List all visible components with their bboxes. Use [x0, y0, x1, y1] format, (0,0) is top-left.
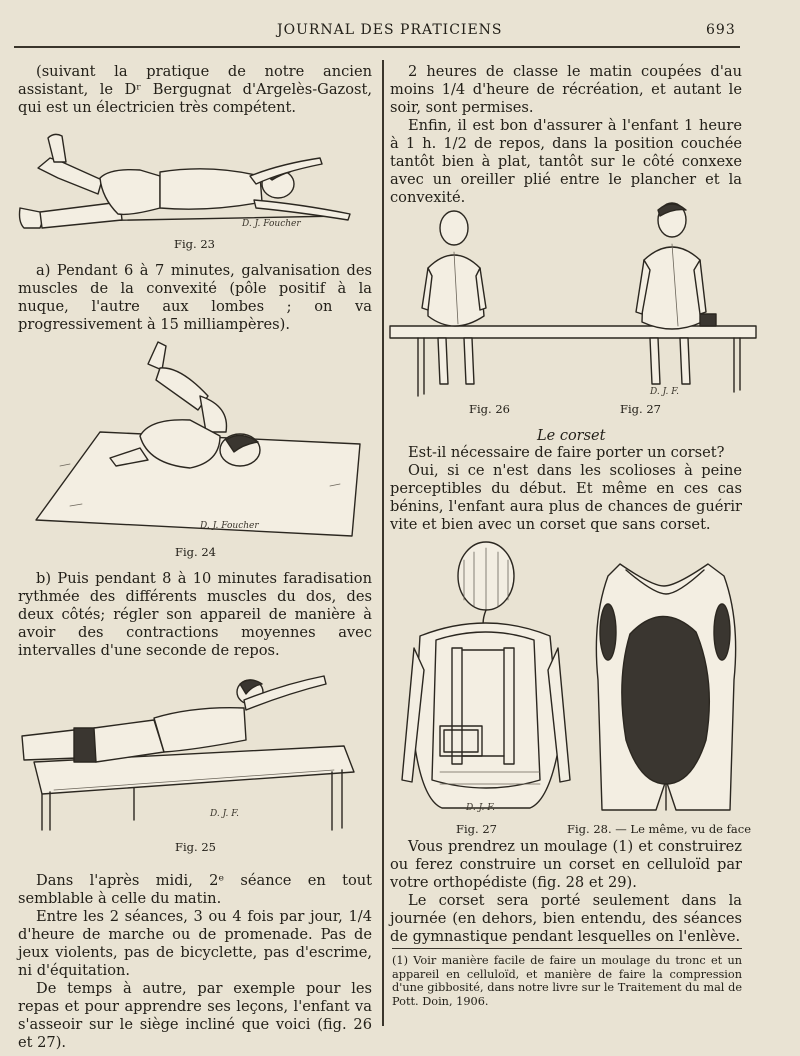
footnote-rule — [392, 948, 742, 949]
figure-25-child-on-table — [14, 670, 368, 840]
right-paragraphs-top: 2 heures de classe le matin coupées d'au moins 1/4 d'heure de récréation, et autant le soir, sont permises. Enfin, il est bon d'assurer à l'enfant 1 heure à 1 h. 1/2 de repos, dans la position couchée tantôt bien à plat, tantôt sur le côté conxexe avec un oreiller plié entre le plancher et la convexité. — [390, 63, 742, 206]
caption-fig-25: Fig. 25 — [175, 840, 216, 854]
left-paragraph-b: b) Puis pendant 8 à 10 minutes faradisation rythmée des différents muscles du dos, des deux côtés; régler son appareil de manière à avoir des contractions moyennes avec intervalles d'une seconde de repos. — [18, 570, 372, 659]
caption-fig-27-corset: Fig. 27 — [456, 822, 497, 836]
svg-text:D. J. Foucher: D. J. Foucher — [200, 521, 259, 531]
left-bottom-paragraphs: Dans l'après midi, 2ᵉ séance en tout semblable à celle du matin. Entre les 2 séances, 3 ou 4 fois par jour, 1/4 d'heure de marche ou de promenade. Pas de jeux violents, pas de bicyclette, pas d'escrime, ni d'équitation. De temps à autre, par exemple pour les repas et pour apprendre ses leçons, l'enfant va s'asseoir sur le siège incliné que voici (fig. 26 et 27). — [18, 872, 372, 1051]
footnote: (1) Voir manière facile de faire un moulage du tronc et un appareil en celluloïd, et manière de faire la compression d'une gibbosité, dans notre livre sur le Traitement du mal de Pott. Doin, 1906. — [392, 954, 742, 1008]
figure-26-27-seated-children — [388, 196, 760, 400]
page-number: 693 — [706, 22, 736, 38]
caption-fig-27-bench: Fig. 27 — [620, 402, 661, 416]
running-header-title: JOURNAL DES PRATICIENS — [277, 22, 503, 38]
section-subtitle-corset: Le corset — [537, 428, 606, 444]
svg-text:D. J. F.: D. J. F. — [650, 387, 679, 397]
svg-text:D. J. F.: D. J. F. — [210, 809, 239, 819]
figure-27-corset-back-view — [400, 540, 572, 812]
figure-24-child-on-mat — [30, 336, 365, 542]
figure-28-corset-front-view — [592, 560, 740, 818]
svg-text:D. J. F.: D. J. F. — [466, 803, 495, 813]
right-paragraphs-corset: Est-il nécessaire de faire porter un corset? Oui, si ce n'est dans les scolioses à peine perceptibles du début. Et même en ces cas bénins, l'enfant aura plus de chances de guérir vite et bien avec un corset que sans corset. — [390, 444, 742, 533]
svg-text:D. J. Foucher: D. J. Foucher — [242, 219, 301, 229]
right-paragraphs-bottom: Vous prendrez un moulage (1) et construirez ou ferez construire un corset en celluloïd par votre orthopédiste (fig. 28 et 29). Le corset sera porté seulement dans la journée (en dehors, bien entendu, des séances de gymnastique pendant lesquelles on l'enlève. — [390, 838, 742, 945]
left-paragraph-a: a) Pendant 6 à 7 minutes, galvanisation des muscles de la convexité (pôle positif à la nuque, l'autre aux lombes ; on va progressivement à 15 milliampères). — [18, 262, 372, 333]
figure-23-supine-child — [10, 128, 360, 236]
caption-fig-26: Fig. 26 — [469, 402, 510, 416]
column-divider — [382, 60, 384, 1026]
caption-fig-28: Fig. 28. — Le même, vu de face — [567, 822, 751, 836]
caption-fig-23: Fig. 23 — [174, 237, 215, 251]
caption-fig-24: Fig. 24 — [175, 545, 216, 559]
left-paragraph-intro: (suivant la pratique de notre ancien assistant, le Dʳ Bergugnat d'Argelès-Gazost, qui est un électricien très compétent. — [18, 63, 372, 116]
header-rule — [14, 46, 740, 48]
